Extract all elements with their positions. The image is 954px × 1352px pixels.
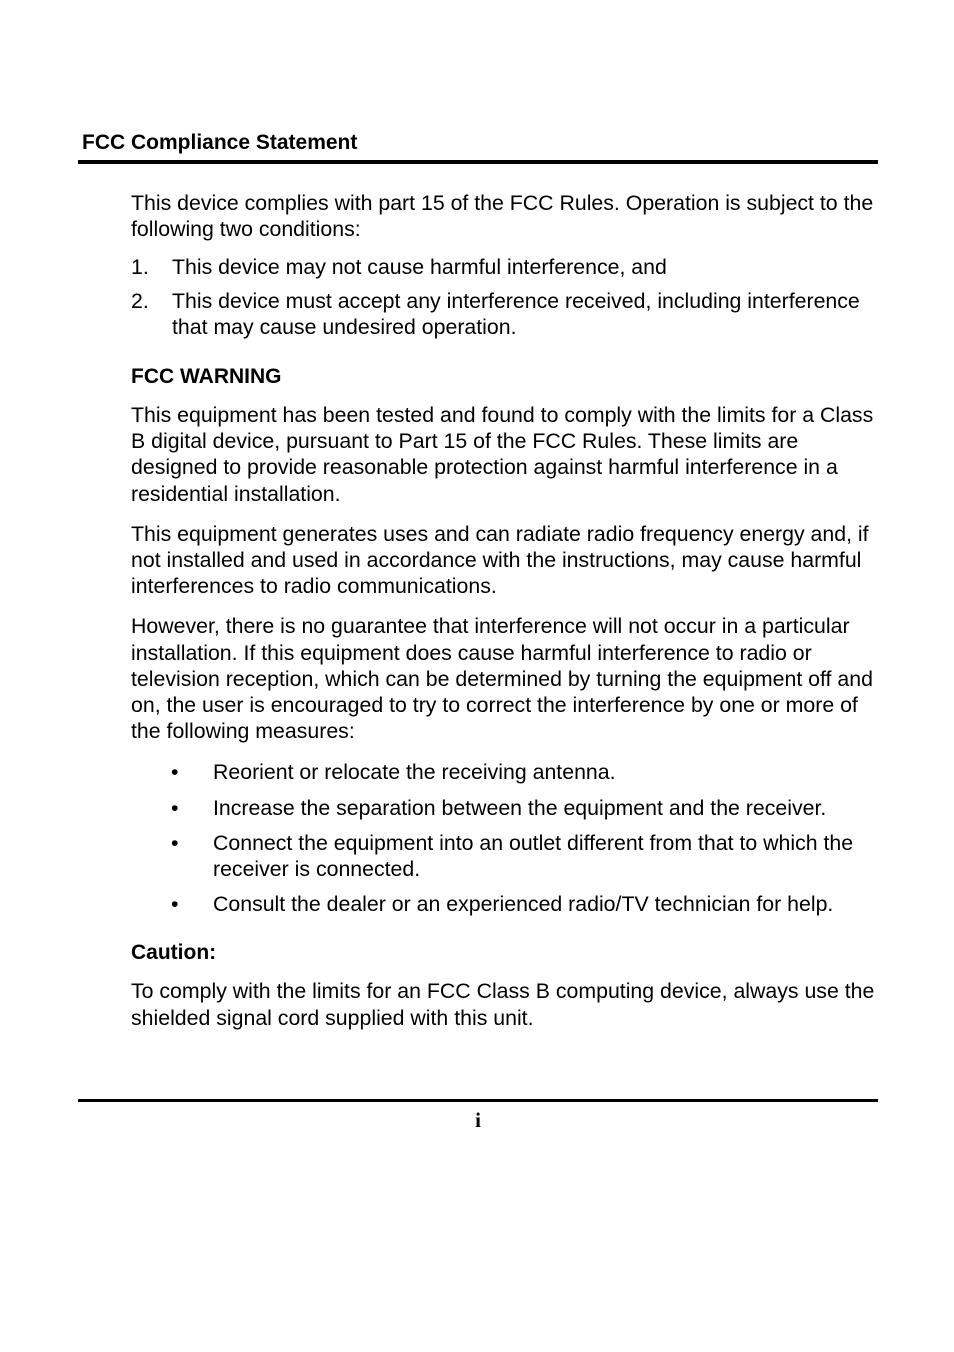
document-body [131,190,881,1031]
condition-item [131,254,881,280]
condition-text: This device must accept any interference received, including interference that may cause undesired operation. [172,288,860,339]
bullet-icon: • [171,892,179,917]
measure-text: Increase the separation between the equipment and the receiver. [213,795,827,820]
bullet-icon: • [171,760,179,785]
measure-text: Connect the equipment into an outlet different from that to which the receiver is connected. [213,830,854,882]
page-number: i [475,1108,481,1132]
bullet-icon: • [171,795,179,820]
page-header [78,128,878,164]
measure-text: Consult the dealer or an experienced radio/TV technician for help. [213,892,834,917]
condition-number: 2. [131,288,149,313]
measure-item [131,830,881,882]
caution-heading: Caution: [131,941,217,965]
condition-number: 1. [131,255,149,280]
fcc-warning-heading: FCC WARNING [131,365,282,389]
conditions-list [131,254,881,340]
warning-paragraph: This equipment has been tested and found to comply with the limits for a Class B digital device, pursuant to Part 15 of the FCC Rules. These limits are designed to provide reasonable protection against harmful interference in a residential installation. [131,403,874,506]
intro-paragraph: This device complies with part 15 of the FCC Rules. Operation is subject to the following two conditions: [131,191,874,242]
condition-item [131,288,881,340]
measure-item [131,891,881,917]
measure-text: Reorient or relocate the receiving antenna. [213,760,616,785]
header-divider [78,160,878,164]
measures-list [131,759,881,917]
bullet-icon: • [171,830,179,855]
caution-paragraph: To comply with the limits for an FCC Class B computing device, always use the shielded signal cord supplied with this unit. [131,979,875,1030]
measure-item [131,759,881,785]
page-title: FCC Compliance Statement [82,131,358,154]
measure-item [131,795,881,821]
warning-paragraph: This equipment generates uses and can radiate radio frequency energy and, if not installed and used in accordance with the instructions, may cause harmful interferences to radio communications. [131,521,869,599]
footer-divider [78,1099,878,1102]
page-footer [78,1099,878,1133]
warning-paragraph: However, there is no guarantee that interference will not occur in a particular installation. If this equipment does cause harmful interference to radio or television reception, which can be determined by turning the equipment off and on, the user is encouraged to try to correct the interference by one or more of the following measures: [131,614,873,744]
condition-text: This device may not cause harmful interference, and [172,255,667,280]
